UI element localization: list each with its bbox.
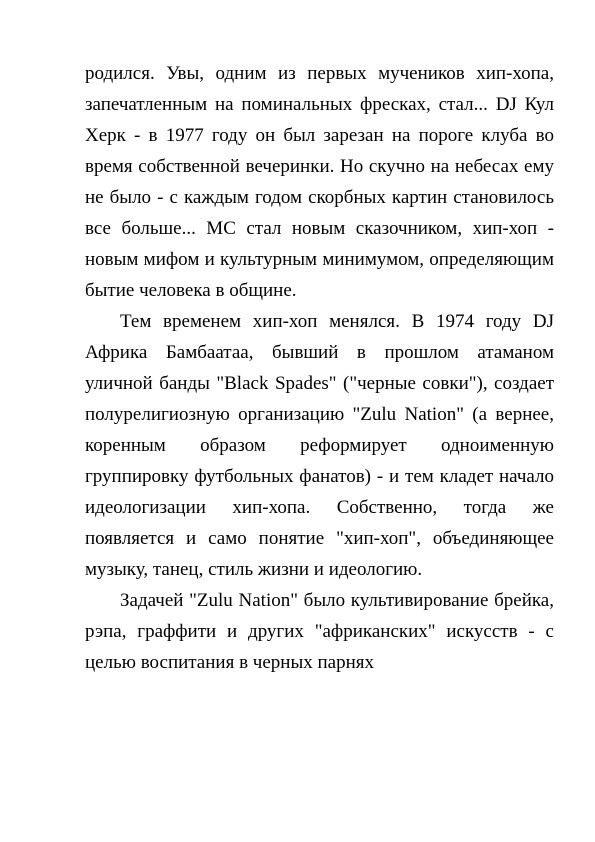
paragraph-2: Тем временем хип-хоп менялся. В 1974 году DJ Африка Бамбаатаа, бывший в прошлом атаманом уличной банды "Black Spades" ("черные совки"), создает полурелигиозную организацию "Zulu Nation" (а вернее, коренным образом реформирует одноименную группировку футбольных фанатов) - и тем кладет начало идеологизации хип-хопа. Собственно, тогда же появляется и само понятие "хип-хоп", объединяющее музыку, танец, стиль жизни и идеологию. xyxy=(85,311,554,580)
body-text xyxy=(85,58,554,678)
paragraph-3: Задачей "Zulu Nation" было культивирование брейка, рэпа, граффити и других "африканских" искусств - с целью воспитания в черных парнях xyxy=(85,590,554,673)
paragraph-1: родился. Увы, одним из первых мучеников хип-хопа, запечатленным на поминальных фресках, стал... DJ Кул Херк - в 1977 году он был зарезан на пороге клуба во время собственной вечеринки. Но скучно на небесах ему не было - с каждым годом скорбных картин становилось все больше... MC стал новым сказочником, хип-хоп - новым мифом и культурным минимумом, определяющим бытие человека в общине. xyxy=(85,63,554,301)
